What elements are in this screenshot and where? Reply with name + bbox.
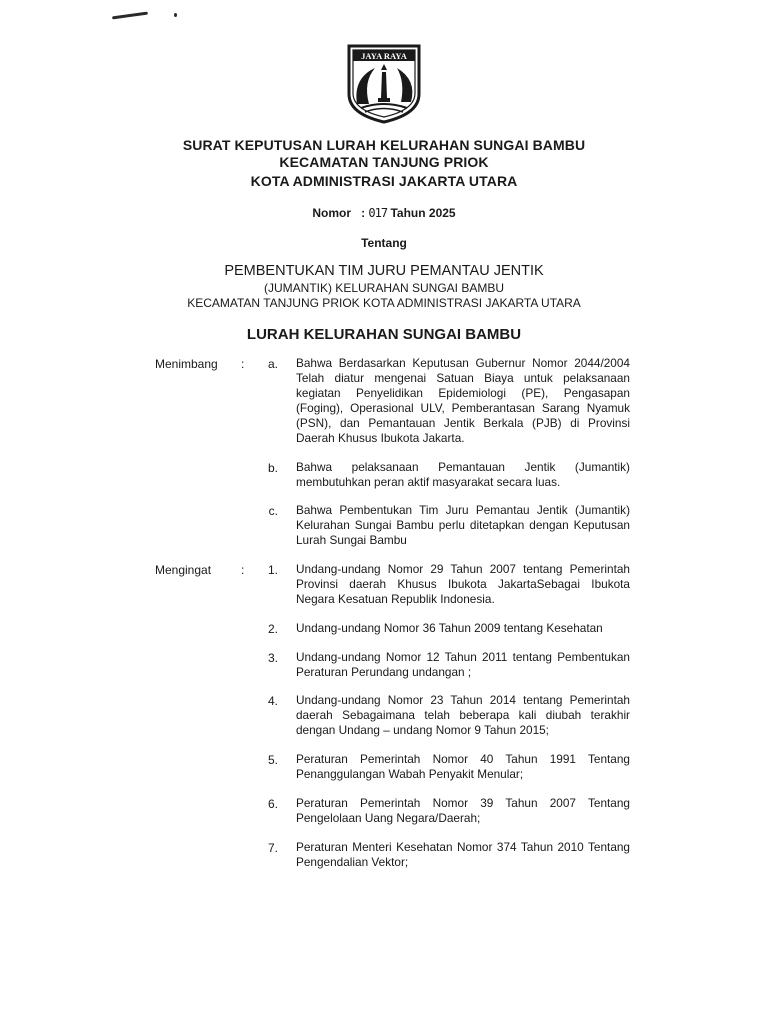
mengingat-item-6: Peraturan Pemerintah Nomor 39 Tahun 2007 Tentang Pengelolaan Uang Negara/Daerah; <box>296 796 630 825</box>
svg-text:JAYA RAYA: JAYA RAYA <box>361 51 407 61</box>
decree-number-line <box>0 206 768 220</box>
mengingat-item-5: Peraturan Pemerintah Nomor 40 Tahun 1991 Tentang Penanggulangan Wabah Penyakit Menular; <box>296 752 630 781</box>
mengingat-marker-3: 3. <box>267 651 278 665</box>
mengingat-marker-4: 4. <box>267 694 278 708</box>
mengingat-marker-1: 1. <box>267 563 278 577</box>
mengingat-colon: : <box>241 563 245 577</box>
subject-line-2: (JUMANTIK) KELURAHAN SUNGAI BAMBU <box>263 281 505 295</box>
menimbang-item-c: Bahwa Pembentukan Tim Juru Pemantau Jentik (Jumantik) Kelurahan Sungai Bambu perlu ditetapkan dengan Keputusan Lurah Sungai Bambu <box>296 503 630 547</box>
tentang-heading: Tentang <box>361 236 407 250</box>
nomor-label: Nomor <box>312 206 352 220</box>
mengingat-item-2: Undang-undang Nomor 36 Tahun 2009 tentang Kesehatan <box>296 621 603 635</box>
subject-line-1: PEMBENTUKAN TIM JURU PEMANTAU JENTIK <box>224 263 544 279</box>
decree-title-line-3: KOTA ADMINISTRASI JAKARTA UTARA <box>250 173 518 189</box>
mengingat-item-3: Undang-undang Nomor 12 Tahun 2011 tentang Pembentukan Peraturan Perundang undangan ; <box>296 650 630 679</box>
mengingat-marker-5: 5. <box>267 753 278 767</box>
menimbang-marker-b: b. <box>267 461 278 475</box>
menimbang-marker-c: c. <box>268 504 278 518</box>
subject-line-3: KECAMATAN TANJUNG PRIOK KOTA ADMINISTRASI JAKARTA UTARA <box>187 296 581 310</box>
mengingat-marker-6: 6. <box>267 797 278 811</box>
decree-title-line-1: SURAT KEPUTUSAN LURAH KELURAHAN SUNGAI BAMBU <box>182 137 586 153</box>
decree-year: Tahun 2025 <box>390 206 456 220</box>
decree-number-handwritten: 017 <box>368 206 388 220</box>
menimbang-item-b: Bahwa pelaksanaan Pemantauan Jentik (Jumantik) membutuhkan peran aktif masyarakat secara luas. <box>296 460 630 489</box>
mengingat-item-7: Peraturan Menteri Kesehatan Nomor 374 Tahun 2010 Tentang Pengendalian Vektor; <box>296 840 630 869</box>
menimbang-item-a: Bahwa Berdasarkan Keputusan Gubernur Nomor 2044/2004 Telah diatur mengenai Satuan Biaya untuk pelaksanaan kegiatan Penyelidikan Epidemiologi (PE), Pengasapan (Foging), Operasional ULV, Pemberantasan Sarang Nyamuk (PSN), dan Pemantauan Jentik Berkala (PJB) di Provinsi Daerah Khusus Ibukota Jakarta. <box>296 356 630 445</box>
mengingat-label: Mengingat <box>155 563 212 577</box>
menimbang-colon: : <box>241 357 245 371</box>
menimbang-label: Menimbang <box>155 357 218 371</box>
pen-mark <box>112 12 148 20</box>
nomor-separator: : <box>361 206 366 220</box>
menimbang-marker-a: a. <box>267 357 278 371</box>
pen-dot <box>174 13 177 17</box>
mengingat-marker-2: 2. <box>267 622 278 636</box>
mengingat-marker-7: 7. <box>267 841 278 855</box>
official-title: LURAH KELURAHAN SUNGAI BAMBU <box>246 326 522 343</box>
jakarta-emblem-icon <box>345 42 423 124</box>
decree-title-line-2: KECAMATAN TANJUNG PRIOK <box>279 154 489 170</box>
mengingat-item-4: Undang-undang Nomor 23 Tahun 2014 tentang Pemerintah daerah Sebagaimana telah beberapa kali diubah terakhir dengan Undang – undang Nomor 9 Tahun 2015; <box>296 693 630 737</box>
mengingat-item-1: Undang-undang Nomor 29 Tahun 2007 tentang Pemerintah Provinsi daerah Khusus Ibukota JakartaSebagai Ibukota Negara Kesatuan Republik Indonesia. <box>296 562 630 606</box>
